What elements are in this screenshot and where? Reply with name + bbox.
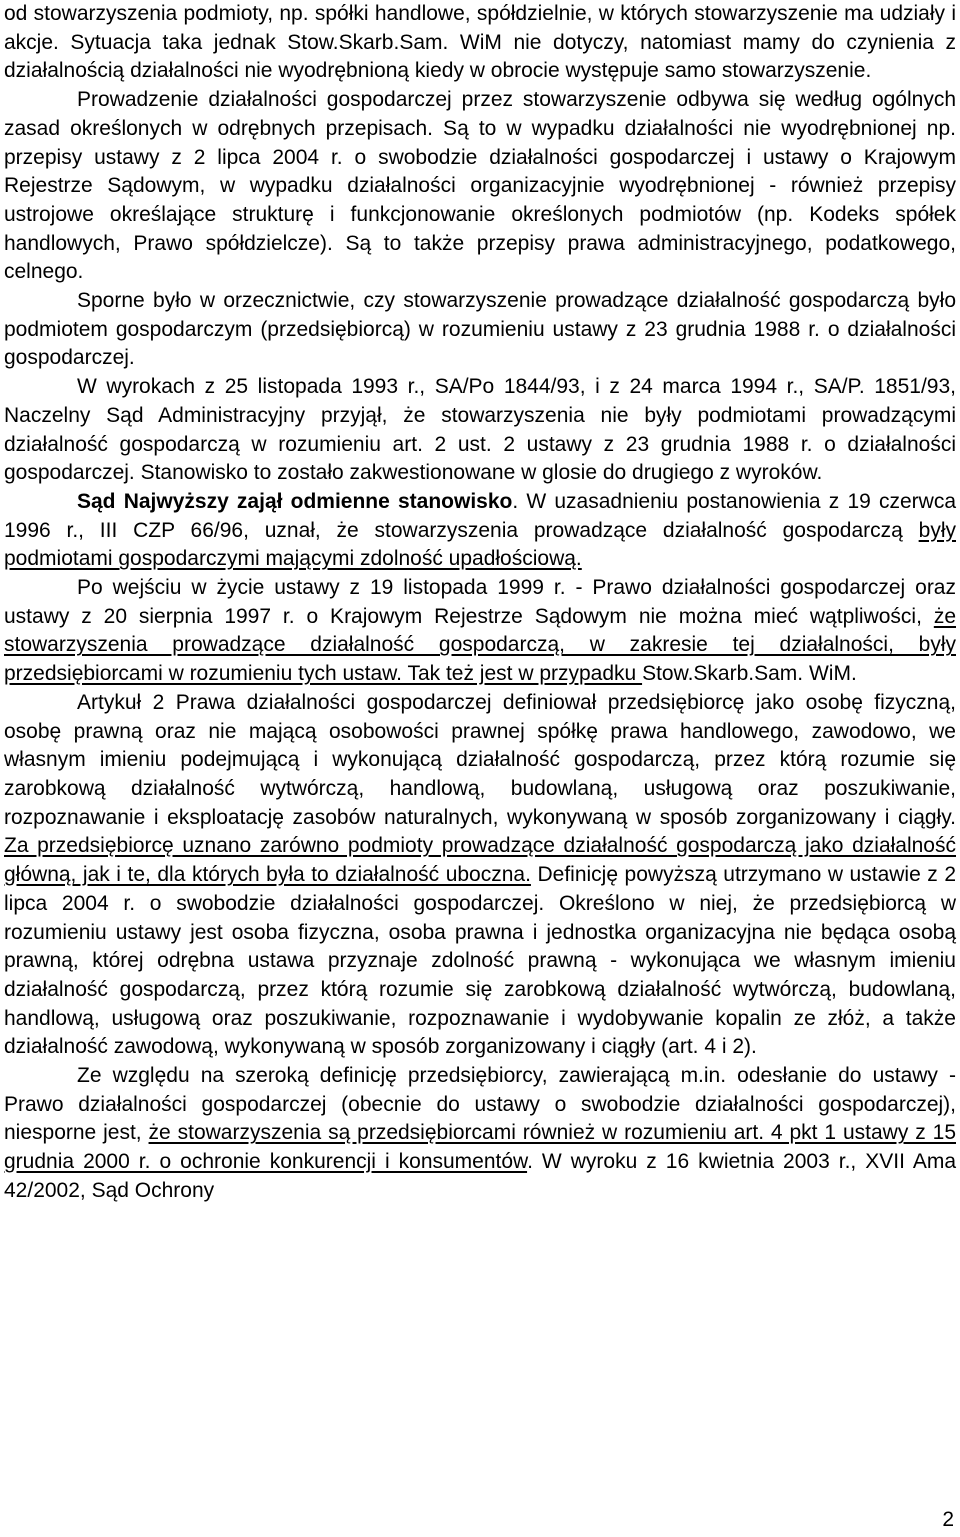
- paragraph: [4, 689, 956, 1062]
- bold-text-run: Sąd Najwyższy zajął odmienne stanowisko: [77, 489, 513, 513]
- text-run: Prowadzenie działalności gospodarczej przez stowarzyszenie odbywa się według ogólnych zasad określonych w odrębnych przepisach. Są to w wypadku działalności nie wyodrębnionej np. przepisy ustawy z 2 lipca 2004 r. o swobodzie działalności gospodarczej i ustawy o Krajowym Rejestrze Sądowym, w wypadku działalności organizacyjnie wyodrębnionej - również przepisy ustrojowe określające strukturę i funkcjonowanie określonych podmiotów (np. Kodeks spółek handlowych, Prawo spółdzielcze). Są to także przepisy prawa administracyjnego, podatkowego, celnego.: [4, 88, 956, 284]
- text-run: W wyrokach z 25 listopada 1993 r., SA/Po 1844/93, i z 24 marca 1994 r., SA/P. 1851/93, Naczelny Sąd Administracyjny przyjął, że stowarzyszenia nie były podmiotami prowadzącymi działalność gospodarczą w rozumieniu art. 2 ust. 2 ustawy z 23 grudnia 1988 r. o działalności gospodarczej. Stanowisko to zostało zakwestionowane w glosie do drugiego z wyroków.: [4, 375, 956, 485]
- text-run: Definicję powyższą utrzymano w ustawie z 2 lipca 2004 r. o swobodzie działalności gospodarczej. Określono w niej, że przedsiębiorcą w rozumieniu ustawy jest osoba fizyczna, osoba prawna i jednostka organizacyjna nie będąca osobą prawną, której odrębna ustawa przyznaje zdolność prawną - wykonująca we własnym imieniu działalność gospodarczą, przez którą rozumie się zarobkową działalność wytwórczą, budowlaną, handlową, usługową oraz poszukiwanie, rozpoznawanie i wydobywanie kopalin ze złóż, a także działalność zawodową, wykonywaną w sposób zorganizowany i ciągły (art. 4 i 2).: [4, 863, 957, 1059]
- underlined-text-run: że stowarzyszenia są przedsiębiorcami również w rozumieniu art. 4 pkt 1 ustawy z 15 grudnia 2000 r. o ochronie konkurencji i konsumentów: [4, 1121, 956, 1174]
- text-run: Stow.Skarb.Sam. WiM.: [642, 662, 857, 686]
- text-run: . W uzasadnieniu postanowienia z 19 czerwca 1996 r., III CZP 66/96, uznał, że stowarzyszenia prowadzące działalność gospodarczą: [4, 489, 956, 542]
- underlined-text-run: były podmiotami gospodarczymi mającymi zdolność upadłościową.: [4, 518, 956, 571]
- text-run: Po wejściu w życie ustawy z 19 listopada 1999 r. - Prawo działalności gospodarczej oraz ustawy z 20 sierpnia 1997 r. o Krajowym Rejestrze Sądowym nie można mieć wątpliwości,: [4, 576, 956, 628]
- page-number: 2: [942, 1508, 954, 1531]
- paragraph: [4, 1062, 956, 1206]
- text-run: Ze względu na szeroką definicję przedsiębiorcy, zawierającą m.in. odesłanie do ustawy - Prawo działalności gospodarczej (obecnie do ustawy o swobodzie działalności gospodarczej), niesporne jest,: [4, 1064, 956, 1145]
- paragraph: [4, 0, 956, 86]
- underlined-text-run: że stowarzyszenia prowadzące działalność gospodarczą, w zakresie tej działalności, były przedsiębiorcami w rozumieniu tych ustaw. Tak też jest w przypadku: [4, 604, 956, 686]
- paragraph: [4, 574, 956, 689]
- text-run: Sporne było w orzecznictwie, czy stowarzyszenie prowadzące działalność gospodarczą było podmiotem gospodarczym (przedsiębiorcą) w rozumieniu ustawy z 23 grudnia 1988 r. o działalności gospodarczej.: [4, 289, 956, 370]
- paragraph: [4, 488, 956, 574]
- document-body: [4, 0, 956, 1206]
- paragraph: [4, 287, 956, 373]
- paragraph: [4, 86, 956, 287]
- paragraph: [4, 373, 956, 488]
- text-run: . W wyroku z 16 kwietnia 2003 r., XVII Ama 42/2002, Sąd Ochrony: [4, 1150, 956, 1202]
- underlined-text-run: Za przedsiębiorcę uznano zarówno podmioty prowadzące działalność gospodarczą jako działalność główną, jak i te, dla których była to działalność uboczna.: [4, 834, 956, 887]
- text-run: Artykuł 2 Prawa działalności gospodarczej definiował przedsiębiorcę jako osobę fizyczną, osobę prawną oraz nie mającą osobowości prawnej spółkę prawa handlowego, zawodowo, we własnym imieniu podejmującą i wykonującą działalność gospodarczą, przez którą rozumie się zarobkową działalność wytwórczą, handlową, budowlaną, usługową oraz poszukiwanie, rozpoznawanie i eksploatację zasobów naturalnych, wykonywaną w sposób zorganizowany i ciągły.: [4, 690, 956, 829]
- text-run: od stowarzyszenia podmioty, np. spółki handlowe, spółdzielnie, w których stowarzyszenie ma udziały i akcje. Sytuacja taka jednak Stow.Skarb.Sam. WiM nie dotyczy, natomiast mamy do czynienia z działalnością działalności nie wyodrębnioną kiedy w obrocie występuje samo stowarzyszenie.: [4, 2, 956, 83]
